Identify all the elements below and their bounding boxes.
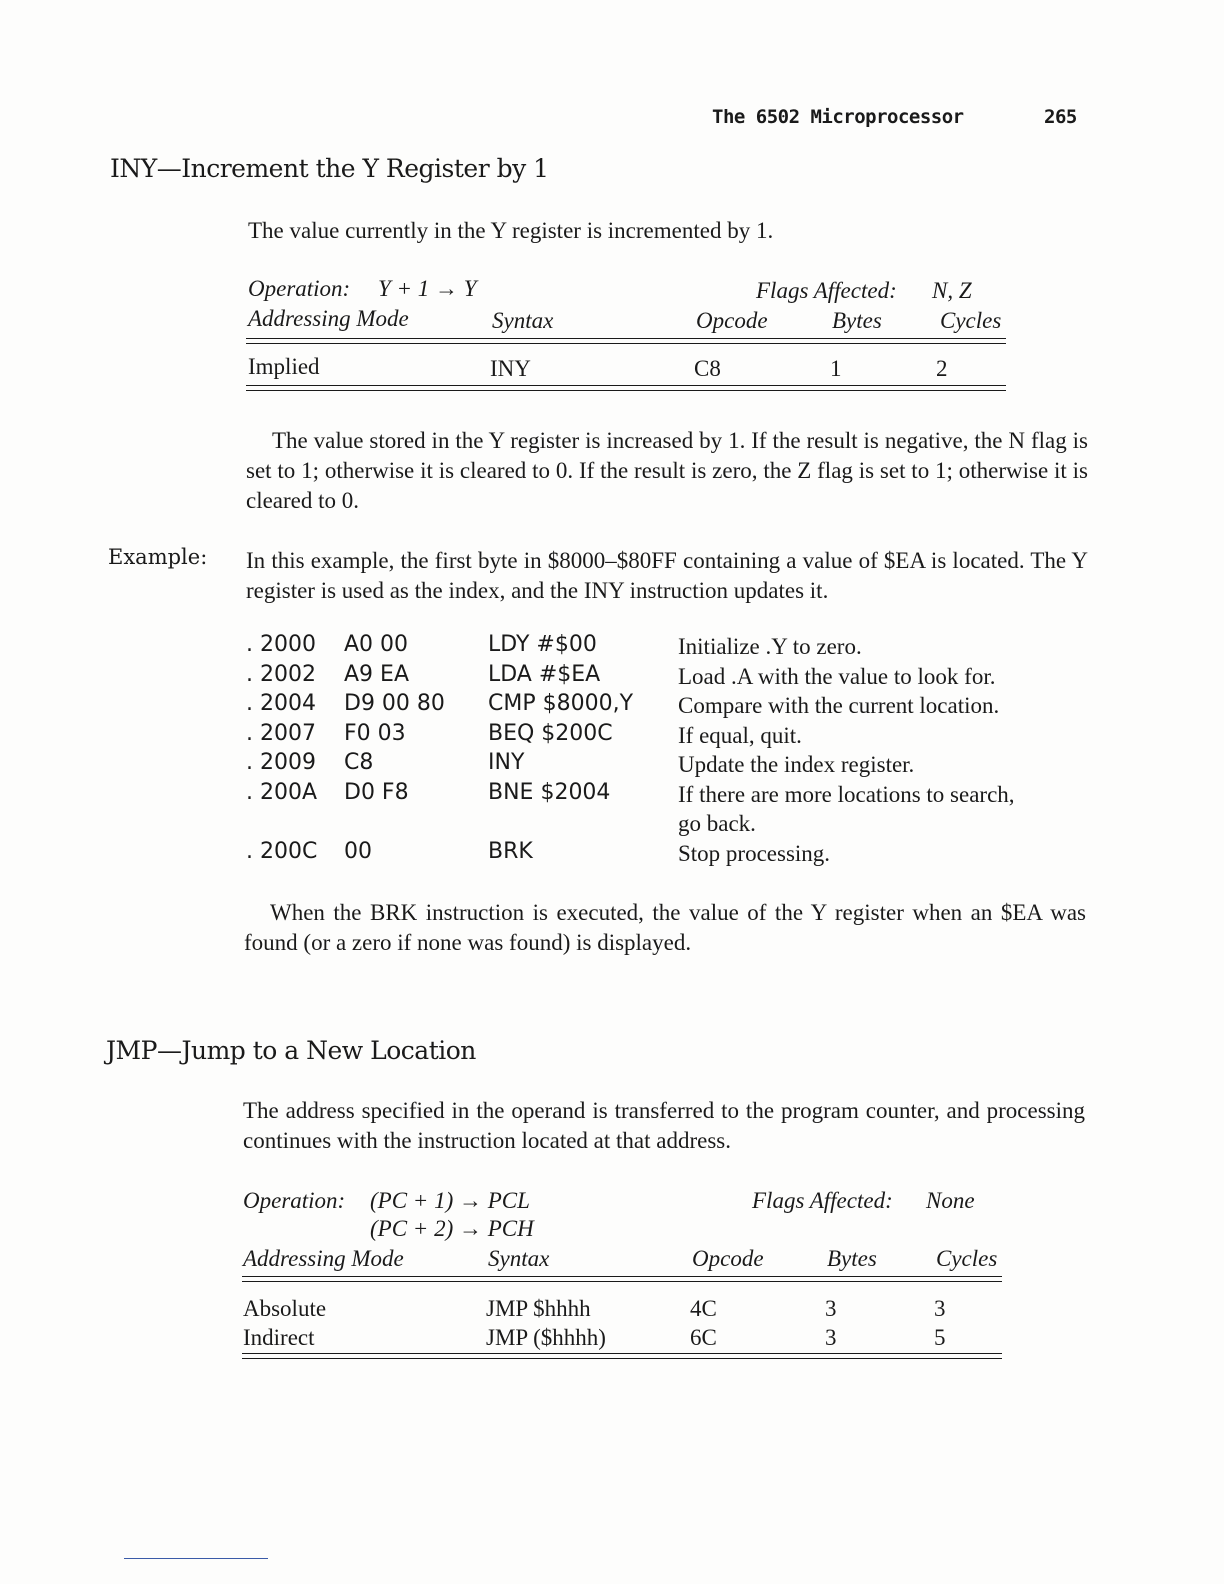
code-address: . 2002 [246, 662, 316, 687]
jmp-operation-label: Operation: [243, 1188, 346, 1213]
iny-section-title: INY—Increment the Y Register by 1 [110, 154, 549, 183]
jmp-intro: The address specified in the operand is transferred to the program counter, and processing continues with the instruction located at that address. [243, 1098, 1085, 1153]
example-text: In this example, the first byte in $8000–$80FF containing a value of $EA is located. The Y register is used as the index, and the INY instruction updates it. [246, 548, 1088, 603]
running-title: The 6502 Microprocessor [712, 106, 964, 128]
jmp-table-rule [242, 1353, 1002, 1354]
footnote-rule [124, 1558, 268, 1559]
code-instruction: BEQ $200C [488, 721, 613, 746]
code-comment: Load .A with the value to look for. [678, 664, 996, 689]
jmp-flags: None [926, 1188, 975, 1213]
code-line [246, 632, 1076, 662]
jmp-row-opcode: 6C [690, 1325, 717, 1350]
code-bytes: 00 [344, 839, 372, 864]
code-line [246, 750, 1076, 780]
code-line [246, 691, 1076, 721]
jmp-operation-line2: (PC + 2) → PCH [370, 1216, 534, 1241]
code-instruction: CMP $8000,Y [488, 691, 634, 716]
code-instruction: INY [488, 750, 525, 775]
code-address: . 200C [246, 839, 318, 864]
iny-row-mode: Implied [248, 354, 320, 379]
code-bytes: A0 00 [344, 632, 409, 657]
iny-row-opcode: C8 [694, 356, 721, 381]
code-comment: Compare with the current location. [678, 693, 1000, 718]
code-comment: If there are more locations to search, [678, 782, 1015, 807]
iny-col-cycles: Cycles [940, 308, 1002, 333]
iny-table-rule [246, 385, 1006, 386]
code-line [246, 839, 1076, 869]
code-instruction: BRK [488, 839, 533, 864]
iny-closing: When the BRK instruction is executed, the value of the Y register when an $EA was found (or a zero if none was found) is displayed. [244, 900, 1086, 955]
code-line [246, 780, 1076, 810]
jmp-row-cycles: 3 [934, 1296, 946, 1321]
iny-col-mode: Addressing Mode [248, 306, 409, 331]
code-comment: Stop processing. [678, 841, 831, 866]
page-number: 265 [1044, 106, 1077, 128]
code-instruction: LDY #$00 [488, 632, 597, 657]
code-comment: go back. [678, 811, 756, 836]
jmp-row-syntax: JMP $hhhh [486, 1296, 591, 1321]
iny-col-syntax: Syntax [492, 308, 554, 333]
jmp-col-opcode: Opcode [692, 1246, 764, 1271]
iny-col-opcode: Opcode [696, 308, 768, 333]
code-bytes: A9 EA [344, 662, 409, 687]
code-comment: Update the index register. [678, 752, 915, 777]
jmp-row-mode: Absolute [243, 1296, 327, 1321]
jmp-table-rule [242, 1281, 1002, 1282]
jmp-section-title: JMP—Jump to a New Location [106, 1036, 476, 1065]
jmp-col-bytes: Bytes [827, 1246, 877, 1271]
code-instruction: BNE $2004 [488, 780, 611, 805]
code-bytes: C8 [344, 750, 374, 775]
code-address: . 2007 [246, 721, 316, 746]
iny-row-cycles: 2 [936, 356, 948, 381]
jmp-row-cycles: 5 [934, 1325, 946, 1350]
iny-operation-label: Operation: [248, 276, 351, 301]
code-line [246, 721, 1076, 751]
jmp-flags-label: Flags Affected: [752, 1188, 893, 1213]
iny-operation: Y + 1 → Y [378, 276, 477, 301]
iny-row-bytes: 1 [830, 356, 842, 381]
jmp-table-rule [242, 1358, 1002, 1359]
jmp-row-mode: Indirect [243, 1325, 315, 1350]
jmp-operation-line1: (PC + 1) → PCL [370, 1188, 530, 1213]
jmp-col-syntax: Syntax [488, 1246, 550, 1271]
code-address: . 2009 [246, 750, 316, 775]
code-line [246, 662, 1076, 692]
code-address: . 2000 [246, 632, 316, 657]
jmp-col-mode: Addressing Mode [243, 1246, 404, 1271]
jmp-row-bytes: 3 [825, 1325, 837, 1350]
iny-col-bytes: Bytes [832, 308, 882, 333]
jmp-row-syntax: JMP ($hhhh) [486, 1325, 606, 1350]
code-address: . 2004 [246, 691, 316, 716]
jmp-table-rule [242, 1276, 1002, 1277]
iny-table-rule [246, 338, 1006, 339]
jmp-row-opcode: 4C [690, 1296, 717, 1321]
iny-table-rule [246, 343, 1006, 344]
code-instruction: LDA #$EA [488, 662, 601, 687]
jmp-col-cycles: Cycles [936, 1246, 998, 1271]
code-bytes: D9 00 80 [344, 691, 445, 716]
jmp-row-bytes: 3 [825, 1296, 837, 1321]
iny-flags: N, Z [932, 278, 972, 303]
code-address: . 200A [246, 780, 318, 805]
iny-flags-label: Flags Affected: [756, 278, 897, 303]
example-label: Example: [108, 545, 208, 569]
code-line [246, 809, 1076, 839]
iny-description: The value stored in the Y register is increased by 1. If the result is negative, the N flag is set to 1; otherwise it is cleared to 0. If the result is zero, the Z flag is set to 1; otherwise it is cleared to 0. [246, 428, 1088, 513]
iny-row-syntax: INY [490, 356, 531, 381]
iny-intro: The value currently in the Y register is incremented by 1. [248, 218, 774, 243]
code-bytes: F0 03 [344, 721, 406, 746]
code-comment: If equal, quit. [678, 723, 802, 748]
code-bytes: D0 F8 [344, 780, 409, 805]
iny-table-rule [246, 390, 1006, 391]
code-comment: Initialize .Y to zero. [678, 634, 862, 659]
